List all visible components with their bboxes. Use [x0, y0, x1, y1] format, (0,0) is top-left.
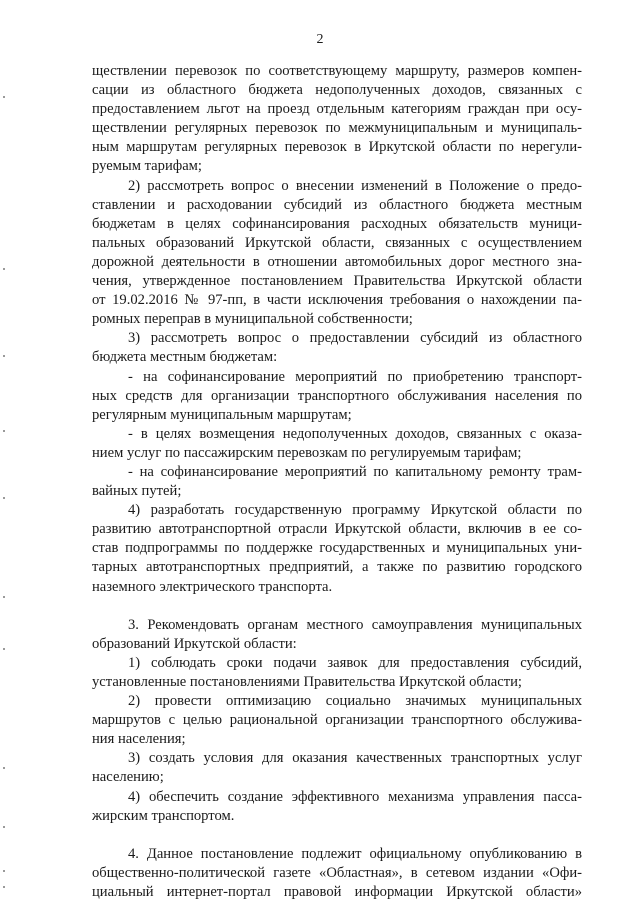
text-line: вайных путей; [92, 483, 182, 500]
text-line: бюджета местным бюджетам: [92, 349, 278, 366]
text-line: 4) разработать государственную программу Иркутской области по [128, 502, 582, 519]
scan-edge-marks [3, 0, 7, 905]
text-line: ных средств для организации транспортного обслуживания населения по [92, 387, 582, 404]
text-line: развитию автотранспортной отрасли Иркутской области, включив в ее со- [92, 521, 582, 538]
text-line: 2) рассмотреть вопрос о внесении изменений в Положение о предо- [128, 177, 582, 194]
text-line: 3) создать условия для оказания качественных транспортных услуг [128, 750, 582, 767]
text-line: циальный интернет-портал правовой информации Иркутской области» [92, 884, 582, 901]
text-line: нием услуг по пассажирским перевозкам по регулируемым тарифам; [92, 444, 522, 461]
text-line: ставлении и расходовании субсидий из областного бюджета местным [92, 196, 582, 213]
text-line: образований Иркутской области: [92, 635, 297, 652]
text-line: 3. Рекомендовать органам местного самоуправления муниципальных [128, 616, 582, 633]
text-line: ромных переправ в муниципальной собственности; [92, 311, 413, 328]
text-line: 3) рассмотреть вопрос о предоставлении субсидий из областного [128, 330, 582, 347]
text-line: ществлении регулярных перевозок по межмуниципальным и муниципаль- [92, 120, 582, 137]
document-body [92, 62, 582, 902]
page-number: 2 [316, 32, 324, 47]
text-line: бюджетам в целях софинансирования расходных обязательств муници- [92, 215, 582, 232]
text-line: предоставлением льгот на проезд отдельным категориям граждан при осу- [92, 101, 582, 118]
text-line: ществлении перевозок по соответствующему маршруту, размеров компен- [92, 63, 582, 79]
text-line: установленные постановлениями Правительства Иркутской области; [92, 674, 522, 690]
text-line: руемым тарифам; [92, 158, 202, 175]
text-line: от 19.02.2016 № 97-пп, в части исключения требования о нахождении па- [92, 292, 582, 309]
text-line: тарных автотранспортных предприятий, а также по развитию городского [92, 559, 582, 576]
text-line: 4. Данное постановление подлежит официальному опубликованию в [128, 845, 582, 862]
text-line: - в целях возмещения недополученных доходов, связанных с оказа- [128, 425, 582, 442]
text-line: общественно-политической газете «Областная», в сетевом издании «Офи- [92, 864, 582, 881]
text-line: регулярным муниципальным маршрутам; [92, 406, 352, 423]
text-line: дорожной деятельности в отношении автомобильных дорог местного зна- [92, 253, 582, 270]
text-line: чения, утвержденное постановлением Правительства Иркутской области [92, 273, 582, 290]
text-line: сации из областного бюджета недополученных доходов, связанных с [92, 82, 582, 99]
text-line: - на софинансирование мероприятий по капитальному ремонту трам- [128, 463, 582, 480]
text-line: ния населения; [92, 731, 186, 748]
text-line: маршрутов с целью рациональной организации транспортного обслужива- [92, 712, 582, 729]
paragraph-gap [92, 826, 582, 845]
text-line: населению; [92, 769, 164, 786]
text-line: наземного электрического транспорта. [92, 578, 333, 595]
text-line: жирским транспортом. [92, 807, 235, 824]
text-line: пальных образований Иркутской области, связанных с осуществлением [92, 234, 582, 251]
text-line: 2) провести оптимизацию социально значимых муниципальных [128, 693, 582, 710]
text-line: 1) соблюдать сроки подачи заявок для предоставления субсидий, [128, 654, 582, 671]
text-line: - на софинансирование мероприятий по приобретению транспорт- [128, 368, 582, 385]
paragraph-gap [92, 597, 582, 616]
text-line: ным маршрутам регулярных перевозок в Иркутской области по нерегули- [92, 139, 582, 156]
text-line: став подпрограммы по поддержке государственных и муниципальных уни- [92, 540, 582, 557]
text-line: 4) обеспечить создание эффективного механизма управления пасса- [128, 788, 582, 805]
